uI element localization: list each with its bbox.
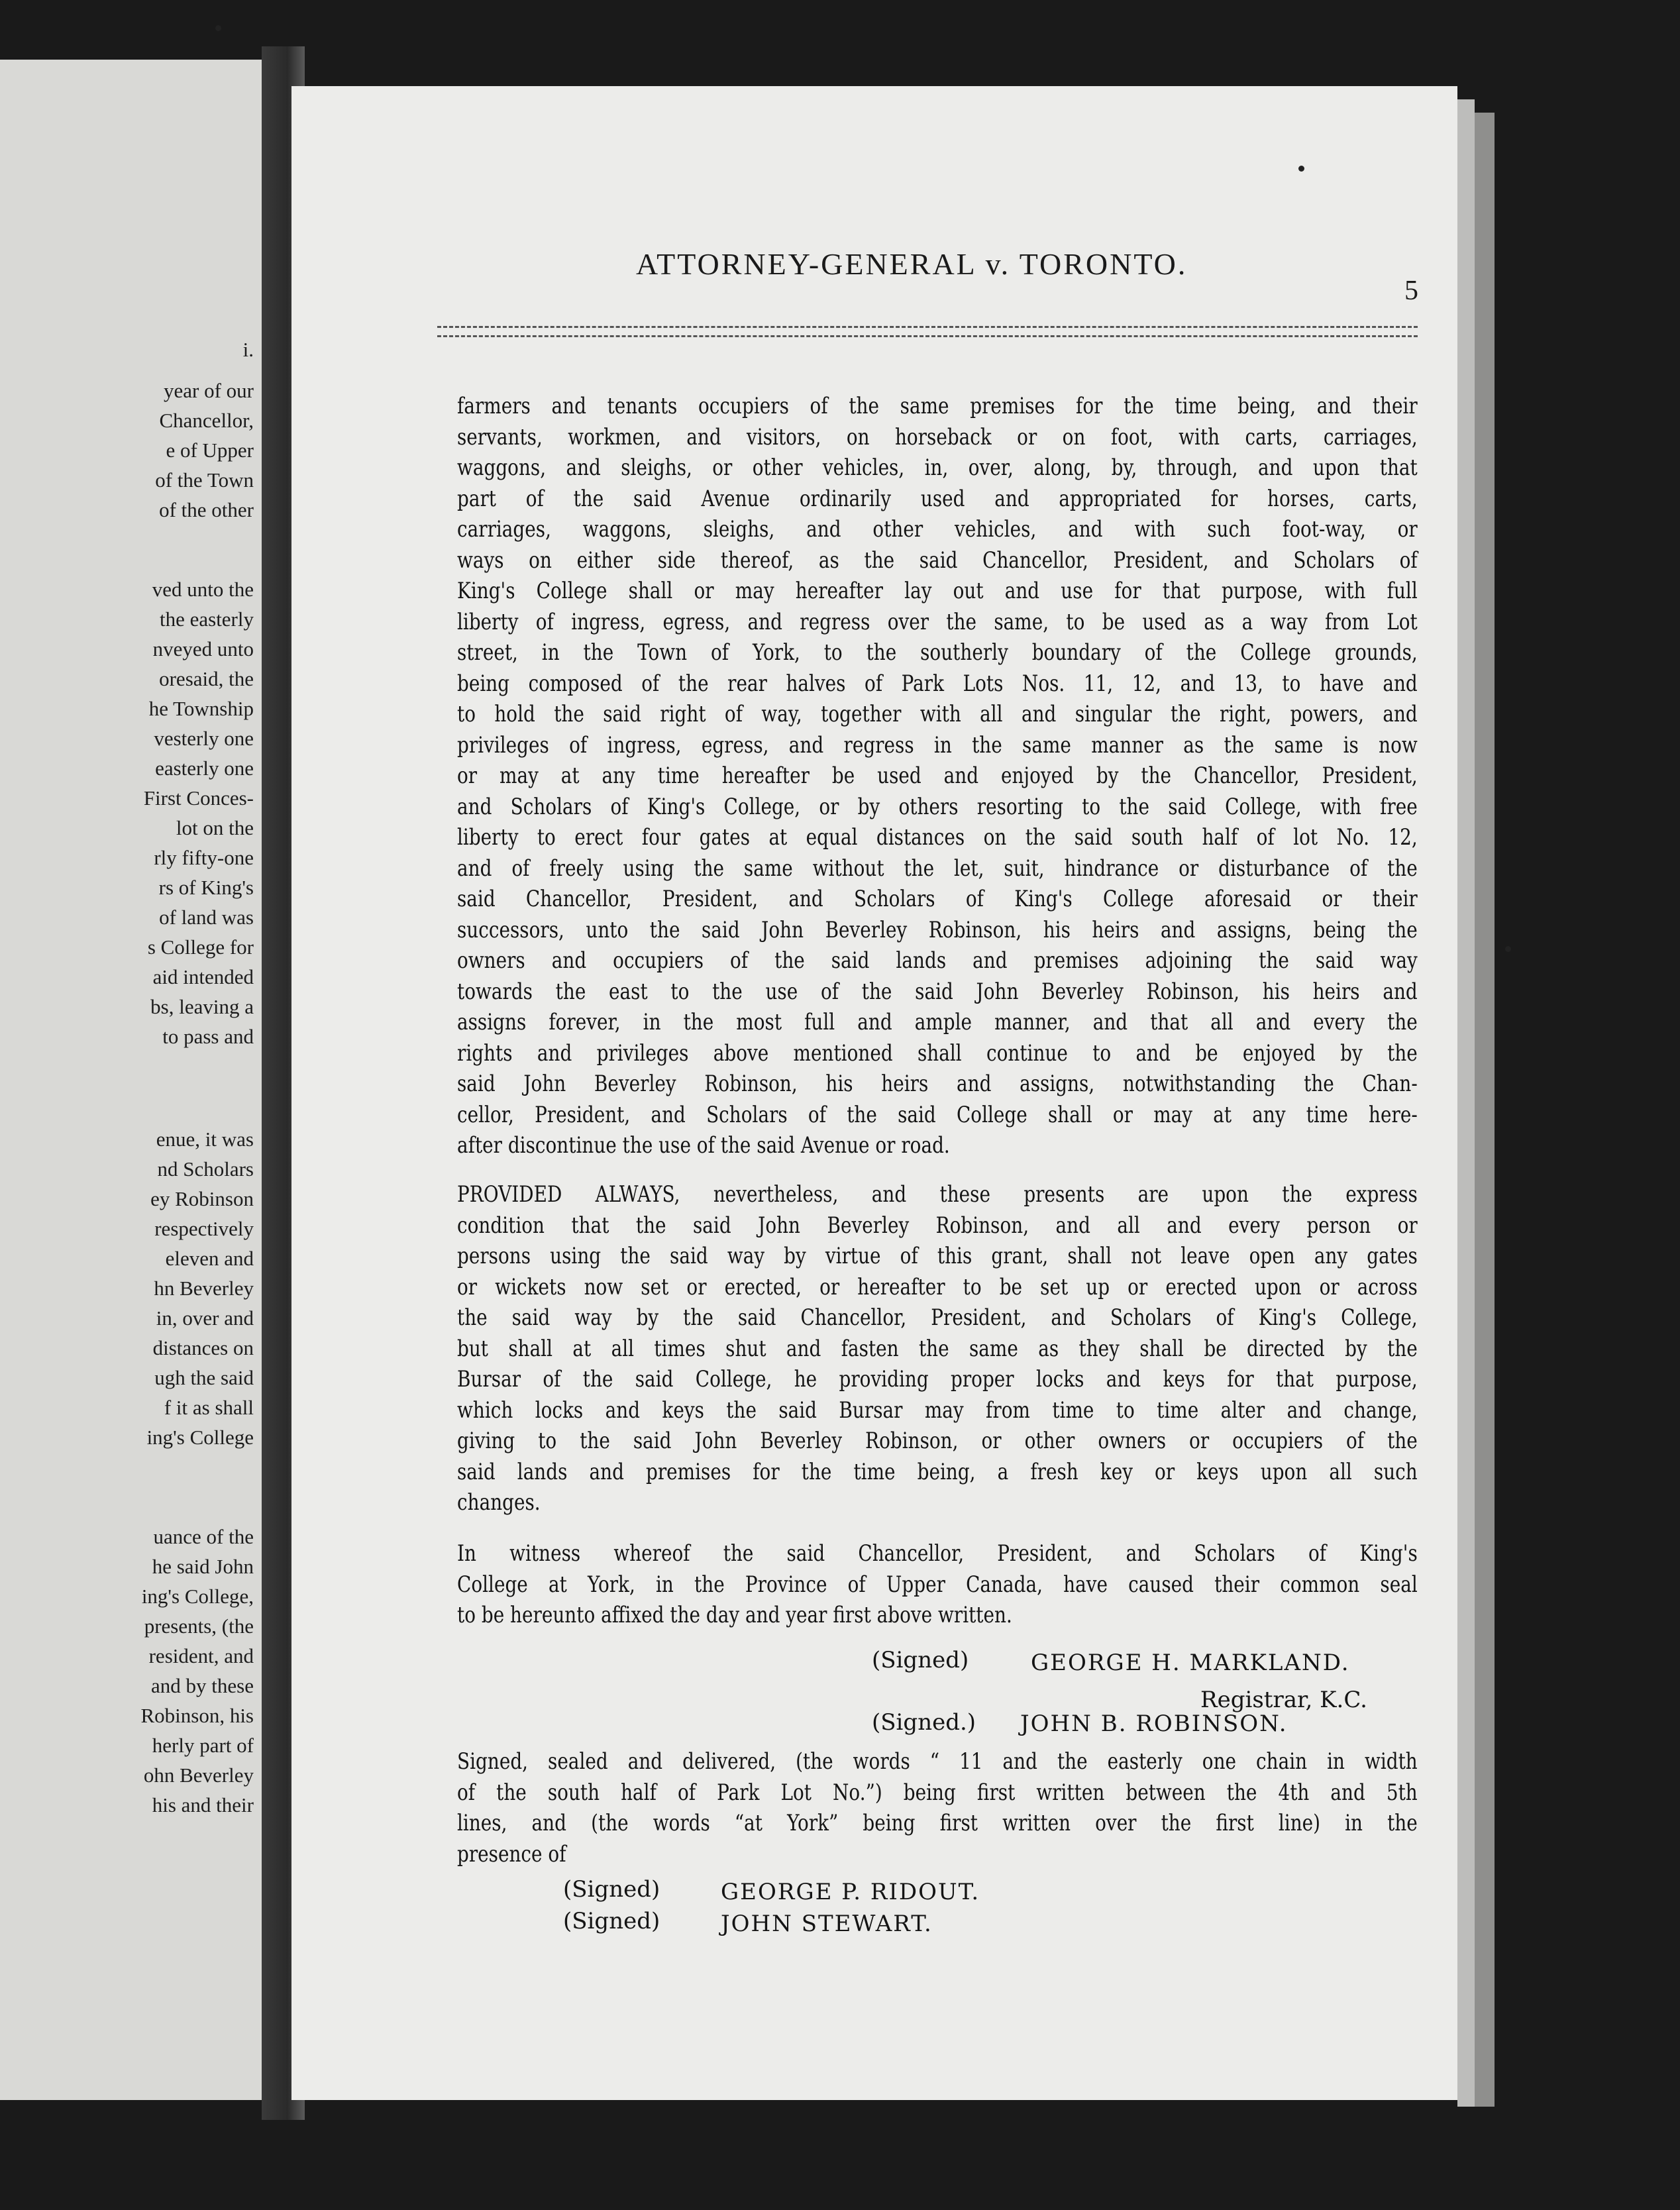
left-facing-page — [0, 60, 262, 2100]
left-page-line-fragment: his and their — [152, 1793, 254, 1816]
left-page-line-fragment: nveyed unto — [152, 637, 254, 660]
left-page-line-fragment: the easterly — [159, 607, 254, 631]
body-line: cellor, President, and Scholars of the said College shall or may at any time here- — [457, 1101, 1418, 1128]
left-page-line-fragment: aid intended — [152, 965, 254, 988]
left-page-line-fragment: herly part of — [152, 1734, 254, 1757]
left-page-line-fragment: ohn Beverley — [143, 1763, 254, 1787]
body-line: said lands and premises for the time being, a fresh key or keys upon all such — [457, 1458, 1418, 1485]
left-page-line-fragment: in, over and — [156, 1306, 254, 1330]
left-page-line-fragment: i. — [242, 338, 254, 361]
body-line: to be hereunto affixed the day and year first above written. — [457, 1602, 1012, 1628]
left-page-line-fragment: year of our — [164, 379, 254, 402]
left-page-line-fragment: ey Robinson — [150, 1187, 254, 1210]
left-page-line-fragment: Robinson, his — [140, 1704, 254, 1727]
header-rule — [437, 335, 1418, 337]
body-line: successors, unto the said John Beverley Robinson, his heirs and assigns, being the — [457, 916, 1418, 943]
body-line: liberty to erect four gates at equal distances on the said south half of lot No. 12, — [457, 824, 1418, 851]
body-line: said Chancellor, President, and Scholars of King's College aforesaid or their — [457, 886, 1418, 912]
body-line: persons using the said way by virtue of this grant, shall not leave open any gates — [457, 1243, 1418, 1269]
left-page-line-fragment: f it as shall — [164, 1396, 254, 1419]
body-line: College at York, in the Province of Upper Canada, have caused their common seal — [457, 1571, 1418, 1598]
witness-name: JOHN STEWART. — [721, 1911, 933, 1937]
left-page-line-fragment: easterly one — [155, 757, 254, 780]
left-page-line-fragment: ing's College, — [141, 1585, 254, 1608]
left-page-line-fragment: nd Scholars — [157, 1157, 254, 1181]
body-line: after discontinue the use of the said Avenue or road. — [457, 1132, 950, 1159]
body-line: and Scholars of King's College, or by others resorting to the said College, with free — [457, 793, 1418, 820]
body-line: privileges of ingress, egress, and regress in the same manner as the same is now — [457, 731, 1418, 759]
header-rule — [437, 326, 1418, 328]
left-page-line-fragment: rs of King's — [158, 876, 254, 899]
page-edge — [1457, 99, 1475, 2107]
witness-name: GEORGE P. RIDOUT. — [721, 1879, 980, 1905]
body-line: presence of — [457, 1840, 566, 1868]
body-line: PROVIDED ALWAYS, nevertheless, and these presents are upon the express — [457, 1181, 1418, 1208]
signed-label: (Signed) — [872, 1647, 969, 1673]
left-page-line-fragment: hn Beverley — [154, 1277, 254, 1300]
left-page-line-fragment: of land was — [159, 906, 254, 929]
left-page-line-fragment: he said John — [152, 1555, 254, 1578]
body-line: servants, workmen, and visitors, on horseback or on foot, with carts, carriages, — [457, 423, 1418, 450]
left-page-line-fragment: s College for — [147, 935, 254, 959]
left-page-line-fragment: e of Upper — [166, 439, 254, 462]
body-line: liberty of ingress, egress, and regress over the same, to be used as a way from Lot — [457, 608, 1418, 635]
left-page-line-fragment: uance of the — [153, 1525, 254, 1548]
body-line: ways on either side thereof, as the said Chancellor, President, and Scholars of — [457, 547, 1418, 574]
left-page-line-fragment: lot on the — [176, 816, 254, 839]
page-number: 5 — [1404, 276, 1418, 306]
body-line: farmers and tenants occupiers of the same premises for the time being, and their — [457, 393, 1418, 419]
page-edge-shadow — [1475, 113, 1495, 2107]
left-page-line-fragment: of the other — [159, 498, 254, 521]
left-page-line-fragment: vesterly one — [154, 727, 254, 750]
left-page-line-fragment: presents, (the — [144, 1614, 254, 1638]
body-line: Bursar of the said College, he providing proper locks and keys for that purpose, — [457, 1366, 1418, 1393]
body-line: or may at any time hereafter be used and enjoyed by the Chancellor, President, — [457, 763, 1418, 789]
body-line: In witness whereof the said Chancellor, President, and Scholars of King's — [457, 1540, 1418, 1567]
signed-label: (Signed) — [563, 1876, 660, 1903]
body-line: lines, and (the words “at York” being first written over the first line) in the — [457, 1810, 1418, 1836]
signatory-name: JOHN B. ROBINSON. — [1020, 1710, 1288, 1737]
left-page-line-fragment: enue, it was — [156, 1128, 254, 1151]
body-line: but shall at all times shut and fasten the same as they shall be directed by the — [457, 1335, 1418, 1362]
running-title: ATTORNEY-GENERAL v. TORONTO. — [636, 247, 1188, 281]
body-line: part of the said Avenue ordinarily used and appropriated for horses, carts, — [457, 485, 1418, 512]
body-line: towards the east to the use of the said John Beverley Robinson, his heirs and — [457, 978, 1418, 1005]
signed-label: (Signed) — [563, 1908, 660, 1934]
left-page-line-fragment: bs, leaving a — [150, 995, 254, 1018]
body-line: carriages, waggons, sleighs, and other vehicles, and with such foot-way, or — [457, 516, 1418, 543]
body-line: King's College shall or may hereafter lay out and use for that purpose, with full — [457, 578, 1418, 604]
body-line: which locks and keys the said Bursar may from time to time alter and change, — [457, 1396, 1418, 1424]
body-line: giving to the said John Beverley Robinson, or other owners or occupiers of the — [457, 1428, 1418, 1454]
left-page-line-fragment: ing's College — [146, 1426, 254, 1449]
signatory-name: GEORGE H. MARKLAND. — [1031, 1650, 1350, 1676]
body-line: condition that the said John Beverley Robinson, and all and every person or — [457, 1212, 1418, 1239]
body-line: Signed, sealed and delivered, (the words “ 11 and the easterly one chain in width — [457, 1748, 1418, 1775]
left-page-line-fragment: respectively — [154, 1217, 254, 1240]
body-line: and of freely using the same without the let, suit, hindrance or disturbance of the — [457, 855, 1418, 882]
body-line: owners and occupiers of the said lands and premises adjoining the said way — [457, 947, 1418, 974]
body-line: being composed of the rear halves of Park Lots Nos. 11, 12, and 13, to have and — [457, 670, 1418, 697]
left-page-line-fragment: distances on — [152, 1336, 254, 1359]
left-page-line-fragment: ved unto the — [152, 578, 254, 601]
body-line: waggons, and sleighs, or other vehicles, in, over, along, by, through, and upon that — [457, 454, 1418, 481]
body-line: street, in the Town of York, to the southerly boundary of the College grounds, — [457, 639, 1418, 666]
speck — [215, 25, 221, 31]
signatory-title: Registrar, K.C. — [1200, 1687, 1367, 1713]
left-page-line-fragment: and by these — [151, 1674, 254, 1697]
left-page-line-fragment: he Township — [148, 697, 254, 720]
left-page-line-fragment: resident, and — [148, 1644, 254, 1667]
body-line: of the south half of Park Lot No.”) being first written between the 4th and 5th — [457, 1779, 1418, 1806]
speck — [1298, 166, 1304, 172]
left-page-line-fragment: First Conces- — [143, 786, 254, 810]
body-line: or wickets now set or erected, or hereafter to be set up or erected upon or across — [457, 1273, 1418, 1300]
body-line: the said way by the said Chancellor, President, and Scholars of King's College, — [457, 1304, 1418, 1331]
left-page-line-fragment: ugh the said — [154, 1366, 254, 1389]
body-line: assigns forever, in the most full and ample manner, and that all and every the — [457, 1009, 1418, 1035]
body-line: said John Beverley Robinson, his heirs and assigns, notwithstanding the Chan- — [457, 1071, 1418, 1097]
left-page-line-fragment: of the Town — [155, 468, 254, 492]
left-page-line-fragment: Chancellor, — [159, 409, 254, 432]
body-line: changes. — [457, 1489, 541, 1516]
speck — [1505, 946, 1511, 952]
signed-label: (Signed.) — [872, 1709, 976, 1736]
left-page-line-fragment: oresaid, the — [159, 667, 254, 690]
body-line: to hold the said right of way, together with all and singular the right, powers, and — [457, 701, 1418, 727]
left-page-line-fragment: to pass and — [162, 1025, 254, 1048]
left-page-line-fragment: eleven and — [165, 1247, 254, 1270]
left-page-line-fragment: rly fifty-one — [154, 846, 254, 869]
body-line: rights and privileges above mentioned shall continue to and be enjoyed by the — [457, 1039, 1418, 1067]
